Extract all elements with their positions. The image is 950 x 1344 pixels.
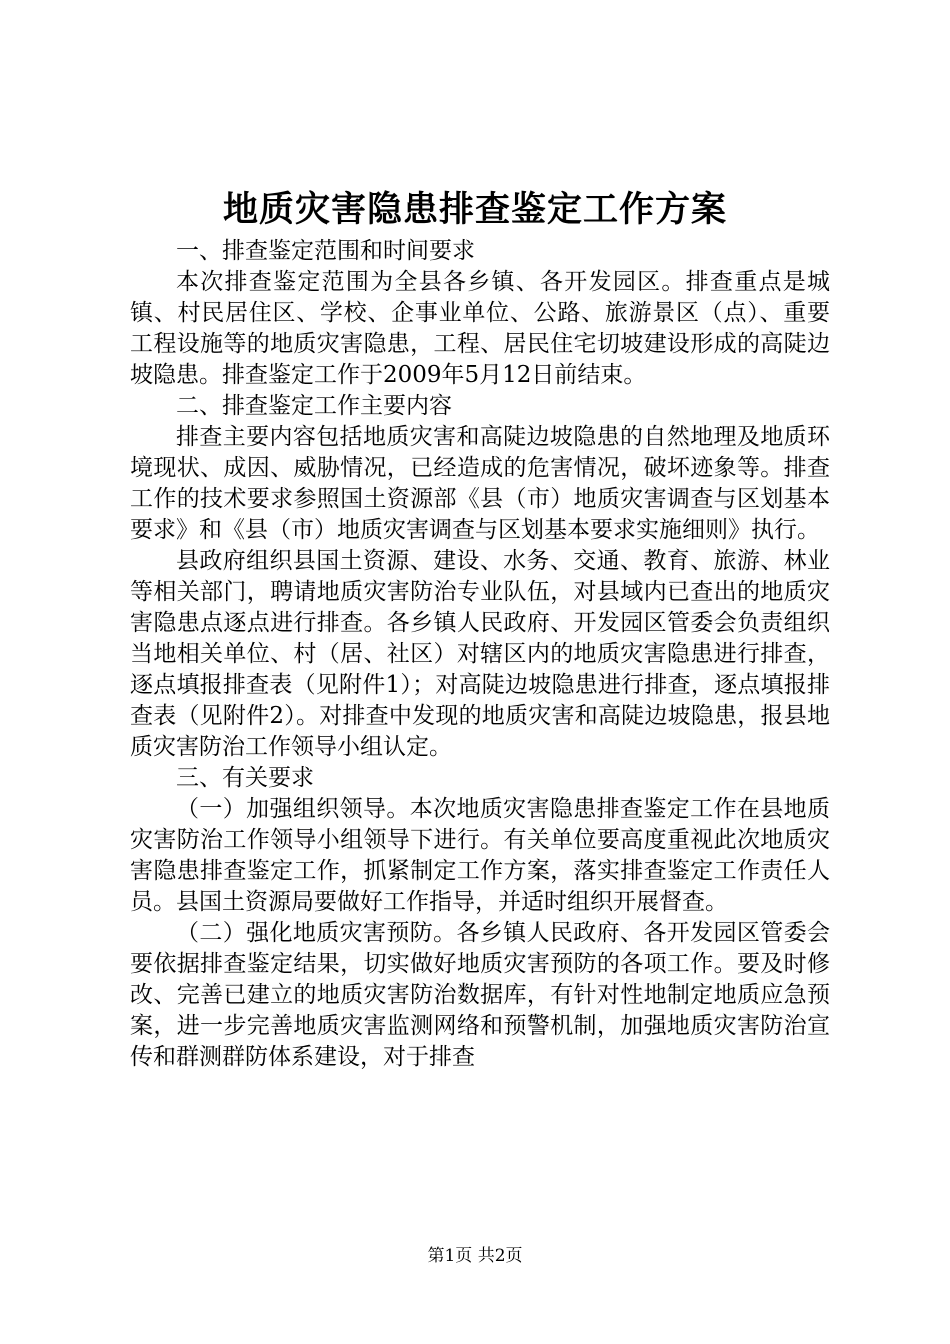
paragraph-prevention: （二）强化地质灾害预防。各乡镇人民政府、各开发园区管委会要依据排查鉴定结果，切实做好地质灾害预防的各项工作。要及时修改、完善已建立的地质灾害防治数据库，有针对性地制定地质应急预案，进一步完善地质灾害监测网络和预警机制，加强地质灾害防治宣传和群测群防体系建设，对于排查 <box>130 920 830 1070</box>
section-heading-2: 二、排查鉴定工作主要内容 <box>176 393 452 419</box>
paragraph-scope: 本次排查鉴定范围为全县各乡镇、各开发园区。排查重点是城镇、村民居住区、学校、企事业单位、公路、旅游景区（点）、重要工程设施等的地质灾害隐患，工程、居民住宅切坡建设形成的高陡边坡隐患。排查鉴定工作于2009年5月12日前结束。 <box>130 269 830 388</box>
page-number-footer: 第1页 共2页 <box>427 1246 523 1266</box>
paragraph-leadership: （一）加强组织领导。本次地质灾害隐患排查鉴定工作在县地质灾害防治工作领导小组领导下进行。有关单位要高度重视此次地质灾害隐患排查鉴定工作，抓紧制定工作方案，落实排查鉴定工作责任人员。县国土资源局要做好工作指导，并适时组织开展督查。 <box>130 796 830 915</box>
section-heading-1: 一、排查鉴定范围和时间要求 <box>176 238 475 264</box>
document-title: 地质灾害隐患排查鉴定工作方案 <box>222 189 727 230</box>
paragraph-organization: 县政府组织县国土资源、建设、水务、交通、教育、旅游、林业等相关部门，聘请地质灾害防治专业队伍，对县域内已查出的地质灾害隐患点逐点进行排查。各乡镇人民政府、开发园区管委会负责组织当地相关单位、村（居、社区）对辖区内的地质灾害隐患进行排查，逐点填报排查表（见附件1）；对高陡边坡隐患进行排查，逐点填报排查表（见附件2）。对排查中发现的地质灾害和高陡边坡隐患，报县地质灾害防治工作领导小组认定。 <box>130 548 830 760</box>
paragraph-content: 排查主要内容包括地质灾害和高陡边坡隐患的自然地理及地质环境现状、成因、威胁情况，已经造成的危害情况，破坏迹象等。排查工作的技术要求参照国土资源部《县（市）地质灾害调查与区划基本要求》和《县（市）地质灾害调查与区划基本要求实施细则》执行。 <box>130 424 830 543</box>
section-heading-3: 三、有关要求 <box>176 765 314 791</box>
document-body <box>130 236 830 1073</box>
